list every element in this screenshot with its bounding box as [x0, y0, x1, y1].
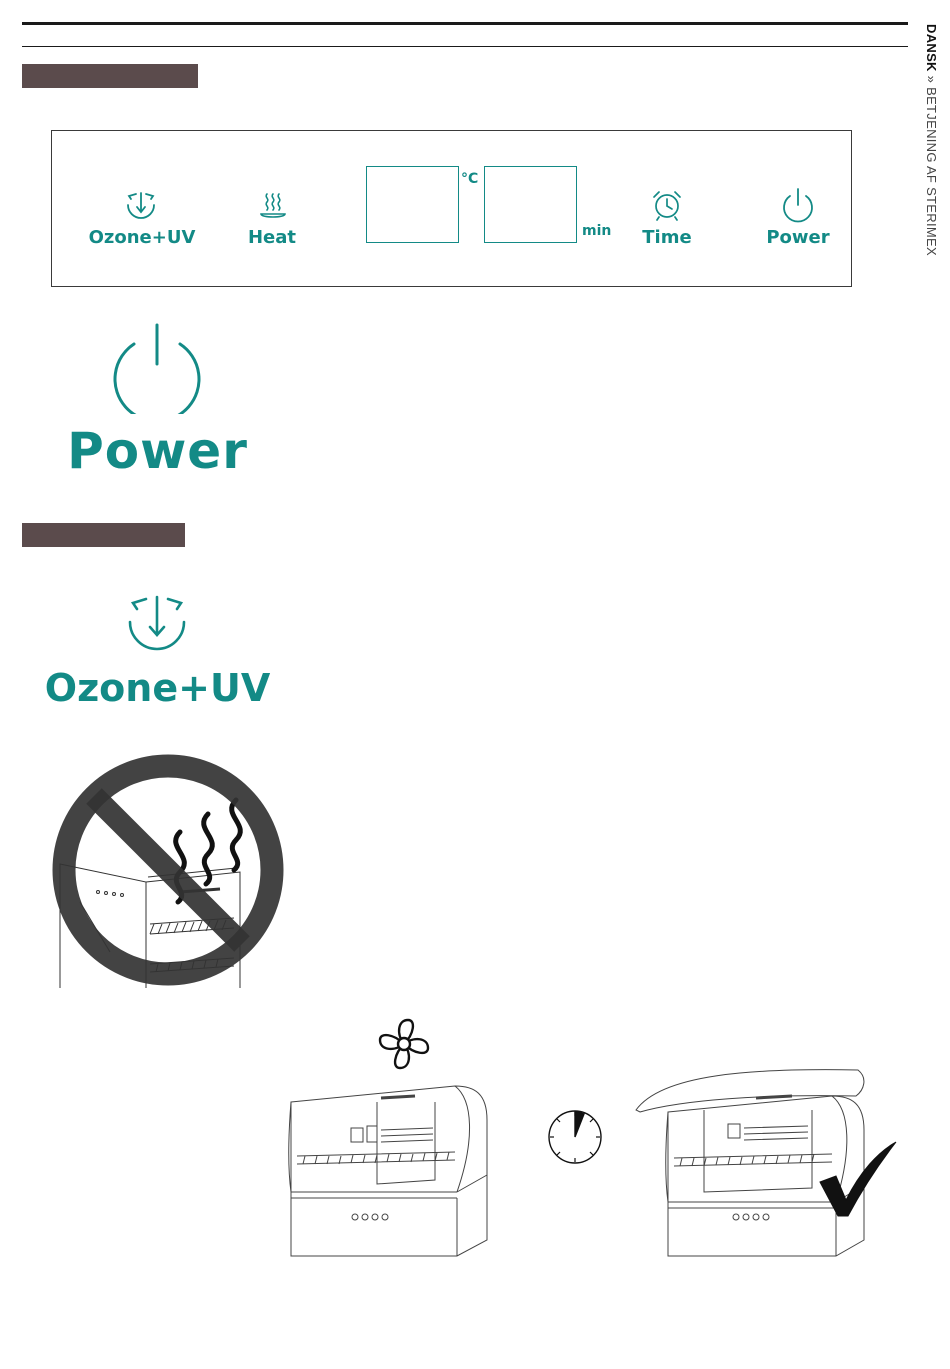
- side-tab-language: DANSK: [924, 24, 939, 72]
- power-icon[interactable]: [780, 187, 816, 223]
- temperature-unit: °C: [461, 171, 479, 187]
- side-tab-separator: »: [924, 75, 939, 84]
- checkmark-icon: [820, 1142, 896, 1216]
- power-label: Power: [766, 227, 830, 248]
- header-rule-thin: [22, 46, 908, 47]
- temperature-display: [366, 166, 459, 243]
- header-rule-thick: [22, 22, 908, 25]
- fan-icon: [376, 1016, 432, 1072]
- heat-label: Heat: [247, 227, 297, 248]
- ozone-feature-icon: [124, 594, 190, 656]
- time-label: Time: [642, 227, 692, 248]
- stopwatch-icon: [546, 1108, 604, 1166]
- side-tab-section: BETJENING AF STERIMEX: [924, 87, 939, 256]
- power-feature-icon: [110, 322, 204, 414]
- heat-icon[interactable]: [258, 191, 288, 221]
- alarm-clock-icon[interactable]: [650, 189, 684, 221]
- power-feature-label: Power: [67, 422, 248, 480]
- section-header-bar-1: [22, 64, 198, 88]
- prohibition-illustration: [50, 752, 290, 992]
- time-display: [484, 166, 577, 243]
- ozone-uv-label: Ozone+UV: [88, 227, 196, 248]
- time-unit: min: [582, 223, 612, 239]
- sterilizer-closed-illustration: [285, 1080, 491, 1260]
- ozone-feature-label: Ozone+UV: [44, 666, 271, 710]
- section-header-bar-2: [22, 523, 185, 547]
- sterilizer-open-illustration: [632, 1064, 900, 1264]
- ozone-uv-icon[interactable]: [124, 191, 158, 223]
- side-tab: [916, 24, 946, 264]
- control-panel: [51, 130, 852, 287]
